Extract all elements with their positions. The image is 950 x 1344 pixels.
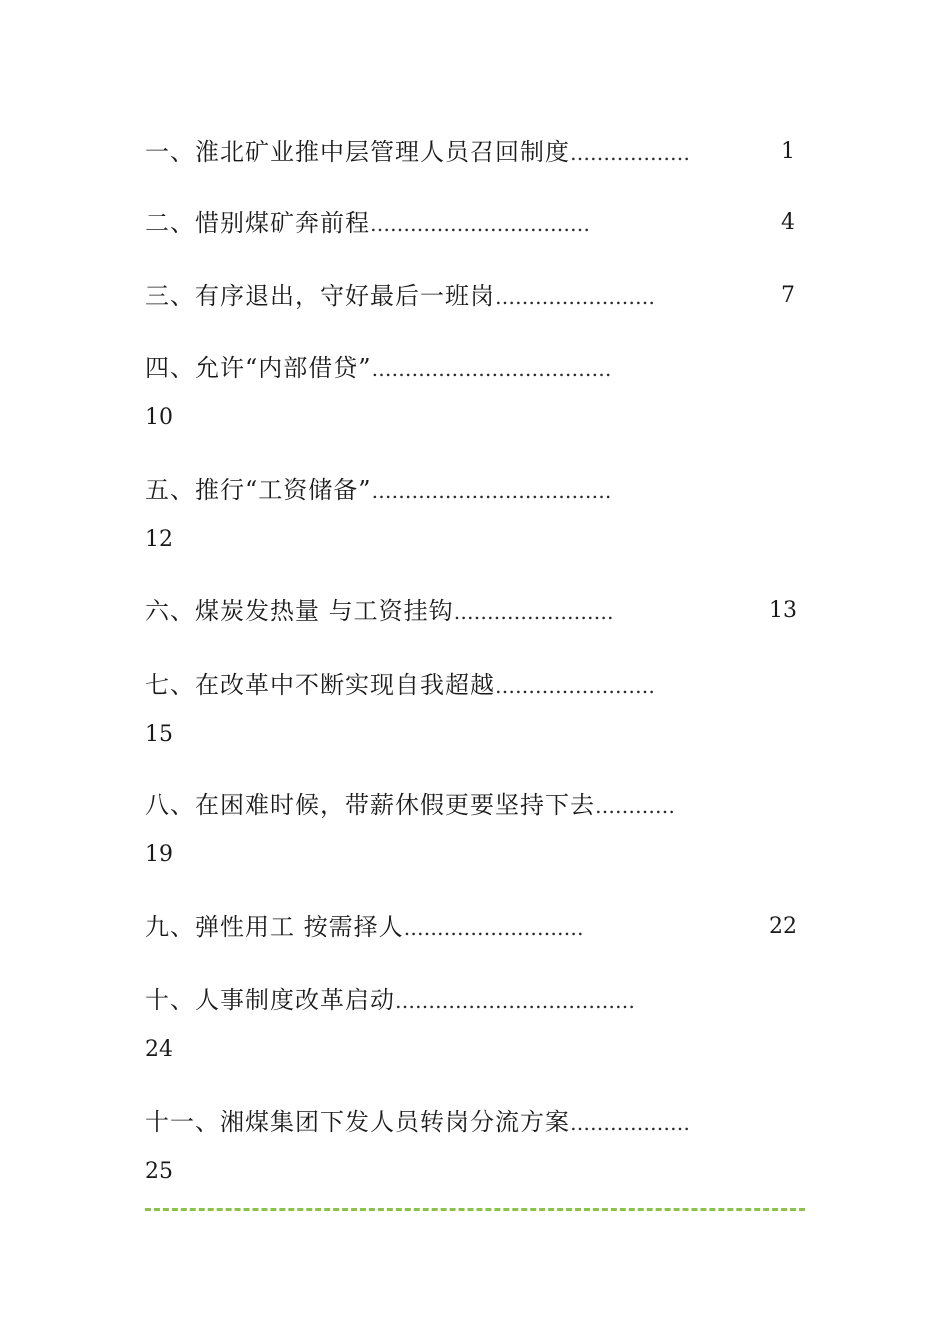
- toc-leader-dots: ……………………: [495, 285, 655, 309]
- toc-entry-title: 十一、湘煤集团下发人员转岗分流方案: [145, 1108, 570, 1136]
- toc-entry-title: 三、有序退出，守好最后一班岗: [145, 282, 495, 310]
- toc-entry-8[interactable]: [145, 790, 805, 867]
- toc-leader-dots: ………………………………: [371, 479, 612, 503]
- toc-page-number: 12: [145, 527, 173, 552]
- toc-entry-1[interactable]: [145, 137, 805, 168]
- toc-leader-dots: ………………………: [403, 916, 584, 940]
- toc-page-number: 10: [145, 405, 173, 430]
- toc-entry-title: 一、淮北矿业推中层管理人员召回制度: [145, 138, 570, 166]
- toc-entry-title: 七、在改革中不断实现自我超越: [145, 671, 495, 699]
- toc-leader-dots: ……………………: [453, 600, 614, 624]
- toc-leader-dots: …………: [595, 794, 675, 818]
- toc-entry-title: 六、煤炭发热量 与工资挂钩: [145, 597, 454, 625]
- toc-entry-6[interactable]: [145, 596, 805, 627]
- toc-page-number: 25: [145, 1159, 173, 1184]
- toc-page-number: 15: [145, 722, 173, 747]
- toc-leader-dots: ………………………………: [395, 989, 635, 1013]
- section-divider: [145, 1208, 805, 1211]
- toc-page-number: 24: [145, 1037, 173, 1062]
- toc-entry-title: 五、推行“工资储备”: [145, 476, 372, 504]
- toc-entry-title: 二、惜别煤矿奔前程: [145, 209, 370, 237]
- toc-entry-title: 八、在困难时候，带薪休假更要坚持下去: [145, 791, 595, 819]
- toc-entry-11[interactable]: [145, 1107, 805, 1184]
- toc-page-number: 22: [769, 914, 797, 939]
- toc-page-number: 19: [145, 842, 173, 867]
- toc-leader-dots: ………………: [570, 141, 690, 165]
- toc-leader-dots: ……………………………: [370, 212, 590, 236]
- toc-entry-title: 四、允许“内部借贷”: [145, 354, 372, 382]
- toc-entry-5[interactable]: [145, 475, 805, 552]
- toc-entry-4[interactable]: [145, 353, 805, 430]
- toc-entry-2[interactable]: [145, 208, 805, 239]
- toc-entry-title: 九、弹性用工 按需择人: [145, 913, 404, 941]
- toc-page-number: 7: [781, 283, 795, 308]
- toc-entry-7[interactable]: [145, 670, 805, 747]
- toc-entry-3[interactable]: [145, 281, 805, 312]
- toc-leader-dots: ………………: [570, 1111, 690, 1135]
- toc-leader-dots: ……………………: [495, 674, 655, 698]
- toc-page-number: 4: [781, 210, 795, 235]
- toc-entry-10[interactable]: [145, 985, 805, 1062]
- toc-page-number: 13: [769, 598, 797, 623]
- toc-entry-title: 十、人事制度改革启动: [145, 986, 395, 1014]
- toc-page-number: 1: [781, 139, 795, 164]
- toc-entry-9[interactable]: [145, 912, 805, 943]
- toc-leader-dots: ………………………………: [371, 357, 612, 381]
